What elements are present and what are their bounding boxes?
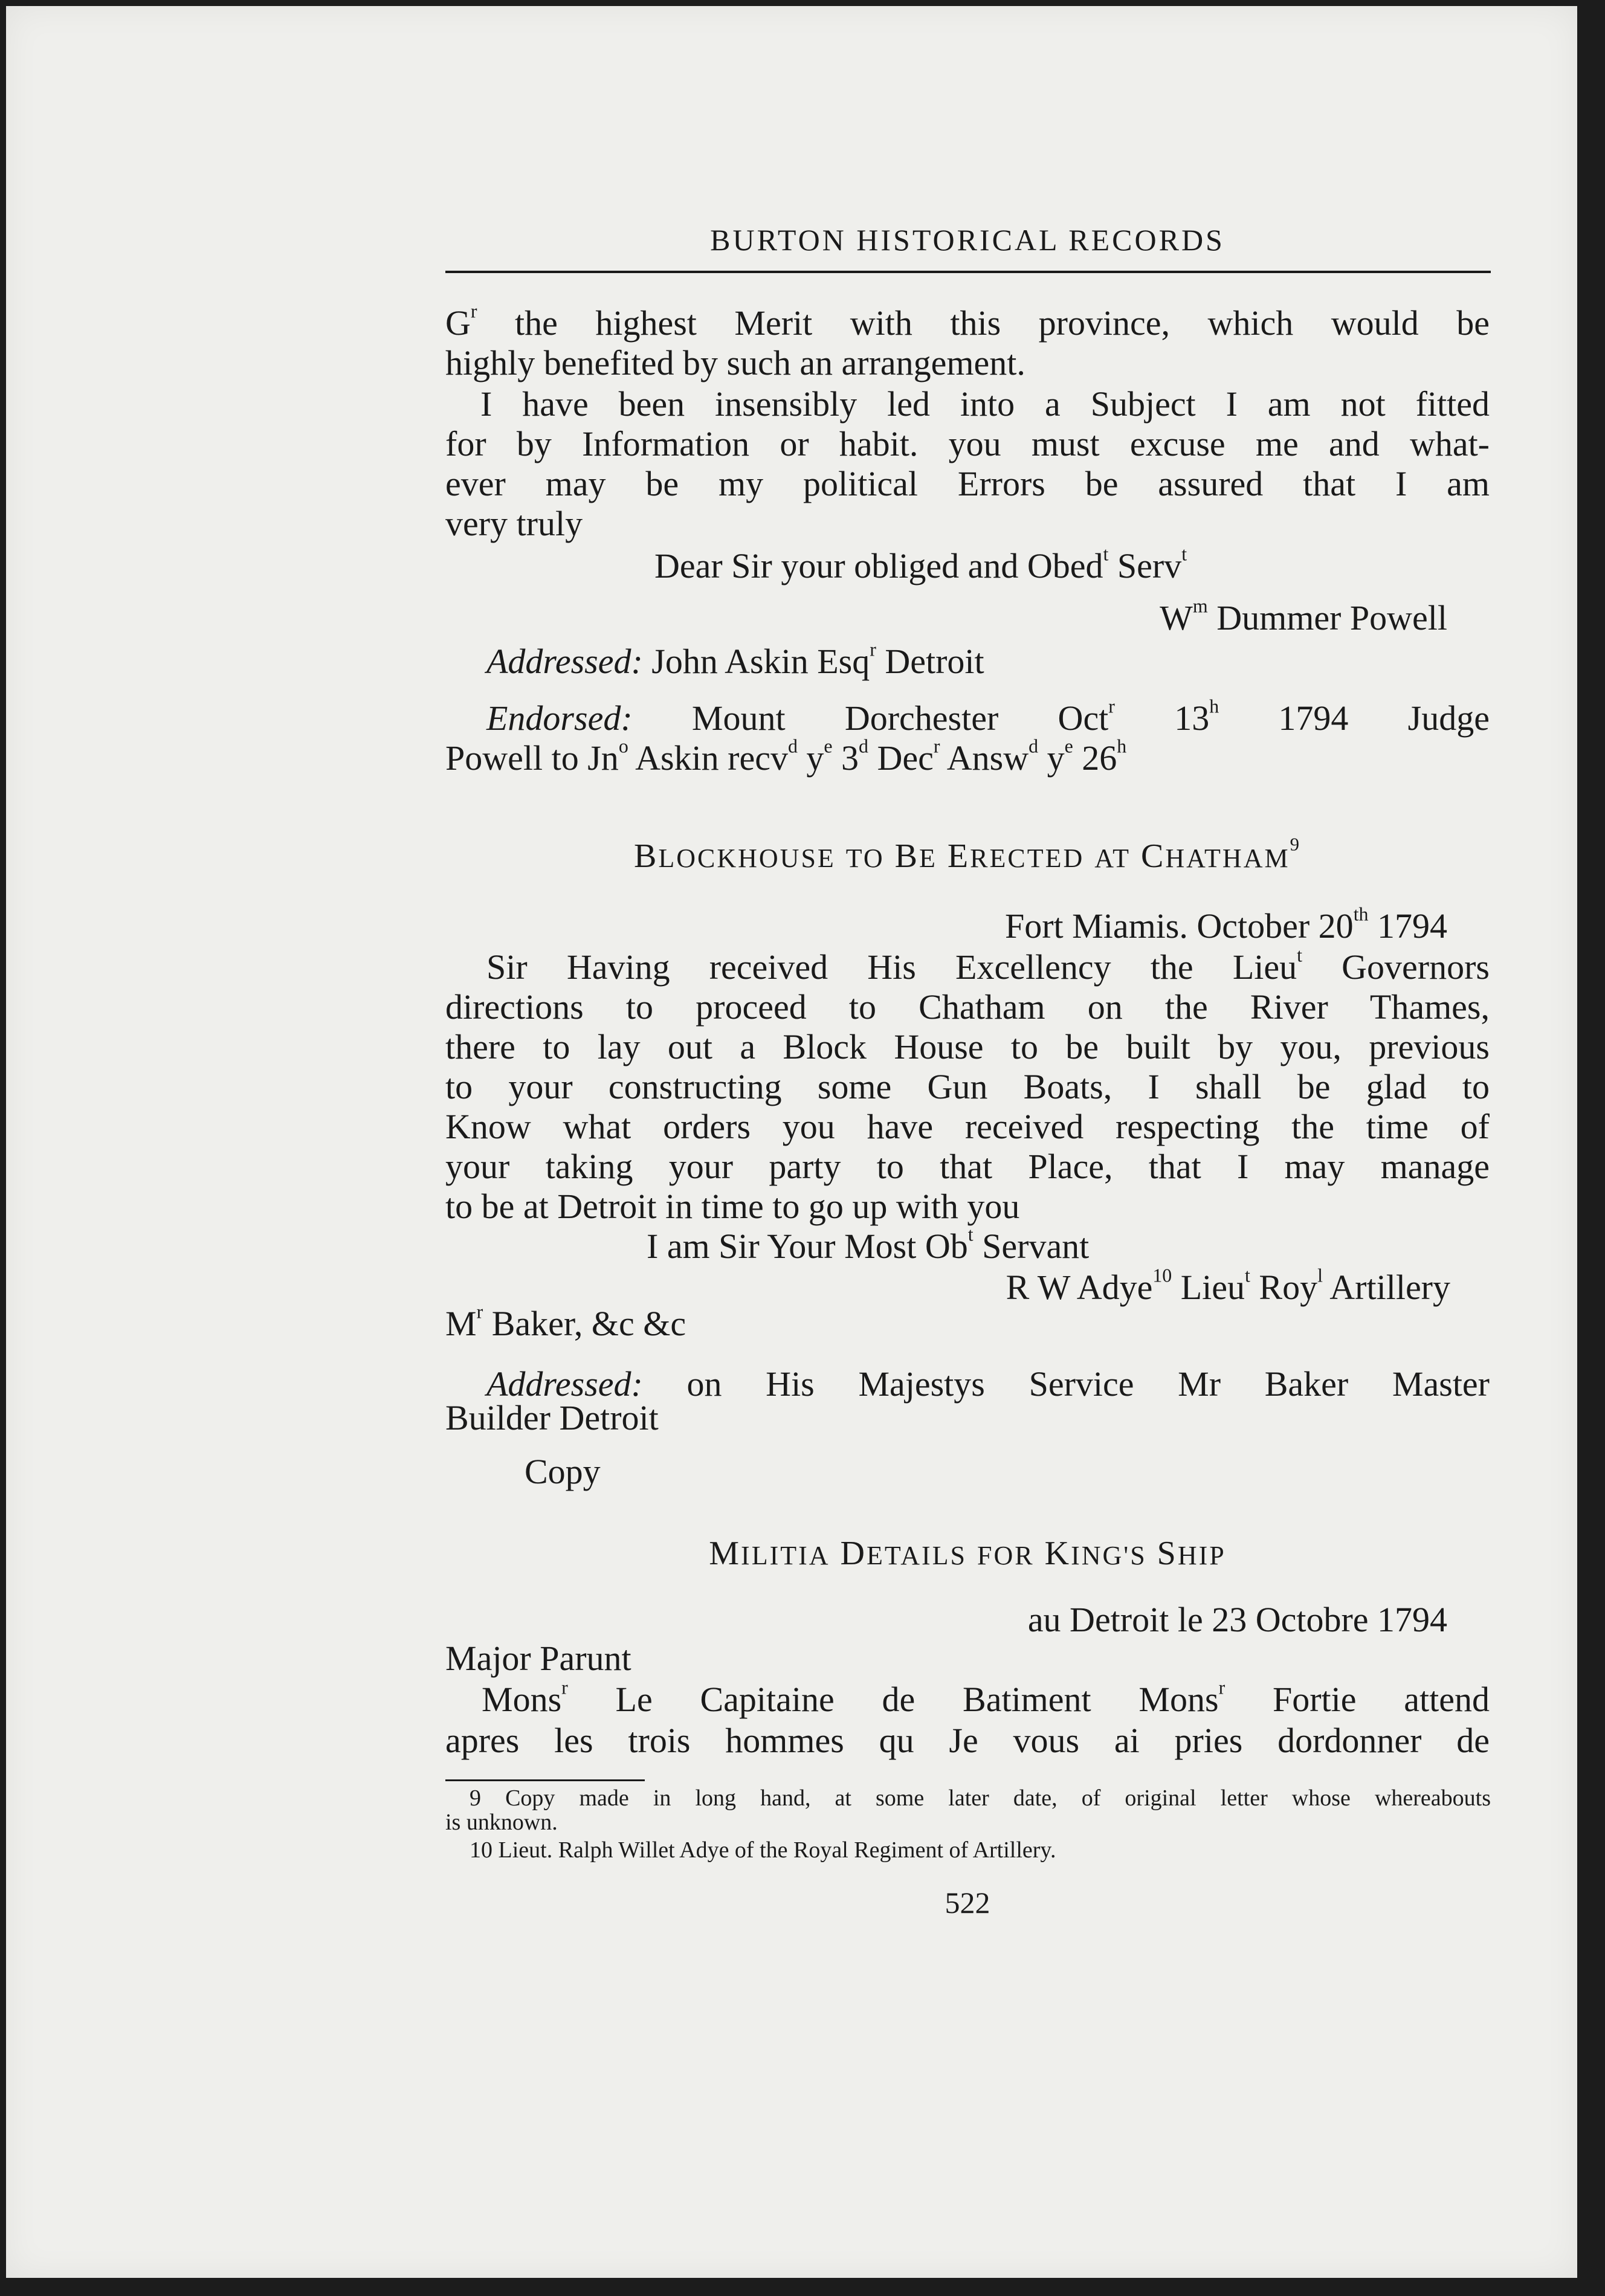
letter-closing: Dear Sir your obliged and Obed$^t$ Serv$^t$ [654,543,1187,585]
text-line: to your constructing some Gun Boats, I shall be glad to [445,1067,1490,1106]
text-line: I have been insensibly led into a Subject I am not fitted [480,384,1490,424]
addressed-line: Addressed: John Askin Esq$^r$ Detroit [486,639,984,681]
section-heading-militia: MILITIA DETAILS FOR KING'S SHIP [709,1535,1226,1572]
header-rule [445,271,1491,273]
footnote-10: 10 Lieut. Ralph Willet Adye of the Royal Regiment of Artillery. [470,1837,1056,1863]
addressed-line: Addressed: on His Majestys Service Mr Baker Master [486,1364,1490,1404]
text-line: Sir Having received His Excellency the Lieu$^t$ Governors [486,944,1490,987]
endorsed-line-2: Powell to Jn$^o$ Askin recv$^d$ $y^e$ 3$^d$ Dec$^r$ Answ$^d$ $y^e$ 26$^h$ [445,735,1127,778]
text-line: directions to proceed to Chatham on the River Thames, [445,987,1490,1027]
section-heading-blockhouse: BLOCKHOUSE TO BE ERECTED AT CHATHAM$^9$ [633,834,1302,875]
text-line: very truly [445,504,583,543]
text-line: for by Information or habit. you must excuse me and what- [445,424,1490,463]
addressed-line-2: Builder Detroit [445,1398,659,1437]
text-line: your taking your party to that Place, that I may manage [445,1147,1490,1186]
footnote-ref-9: 9 [1290,834,1302,855]
letter-signature: R W Adye$^{10}$ Lieu$^t$ Roy$^l$ Artillery [1006,1265,1450,1307]
letter-signature: $W^m$ Dummer Powell [1160,595,1447,637]
dateline: Fort Miamis. October 20th 1794 [1004,903,1447,946]
dateline: au Detroit le 23 Octobre 1794 [1027,1600,1447,1639]
footnote-9-cont: is unknown. [445,1810,558,1835]
footnote-9: 9 Copy made in long hand, at some later date, of original letter whose whereabouts [470,1785,1491,1811]
text-line: Major Parunt [445,1639,631,1678]
text-line: highly benefited by such an arrangement. [445,343,1025,382]
text-line: Mons$^r$ Le Capitaine de Batiment Mons$^r$ Fortie attend [482,1677,1490,1719]
endorsed-line: Endorsed: Mount Dorchester Oct$^r$ 13$^h$ 1794 Judge [486,695,1490,738]
text-line: Know what orders you have received respecting the time of [445,1107,1490,1146]
running-header: BURTON HISTORICAL RECORDS [710,223,1225,257]
copy-note: Copy [525,1452,601,1491]
text-line: ever may be my political Errors be assured that I am [445,464,1490,503]
text-line: $G^r$ the highest Merit with this province, which would be [445,300,1490,343]
letter-closing: I am Sir Your Most Ob$^t$ Servant [647,1224,1090,1266]
page-number: 522 [945,1886,990,1920]
book-page [6,6,1577,2278]
footnote-rule [445,1779,645,1781]
text-line: to be at Detroit in time to go up with you [445,1187,1020,1226]
recipient-line: $M^r$ Baker, &c &c [445,1301,686,1343]
text-line: there to lay out a Block House to be built by you, previous [445,1027,1490,1066]
text-line: apres les trois hommes qu Je vous ai pries dordonner de [445,1721,1490,1760]
